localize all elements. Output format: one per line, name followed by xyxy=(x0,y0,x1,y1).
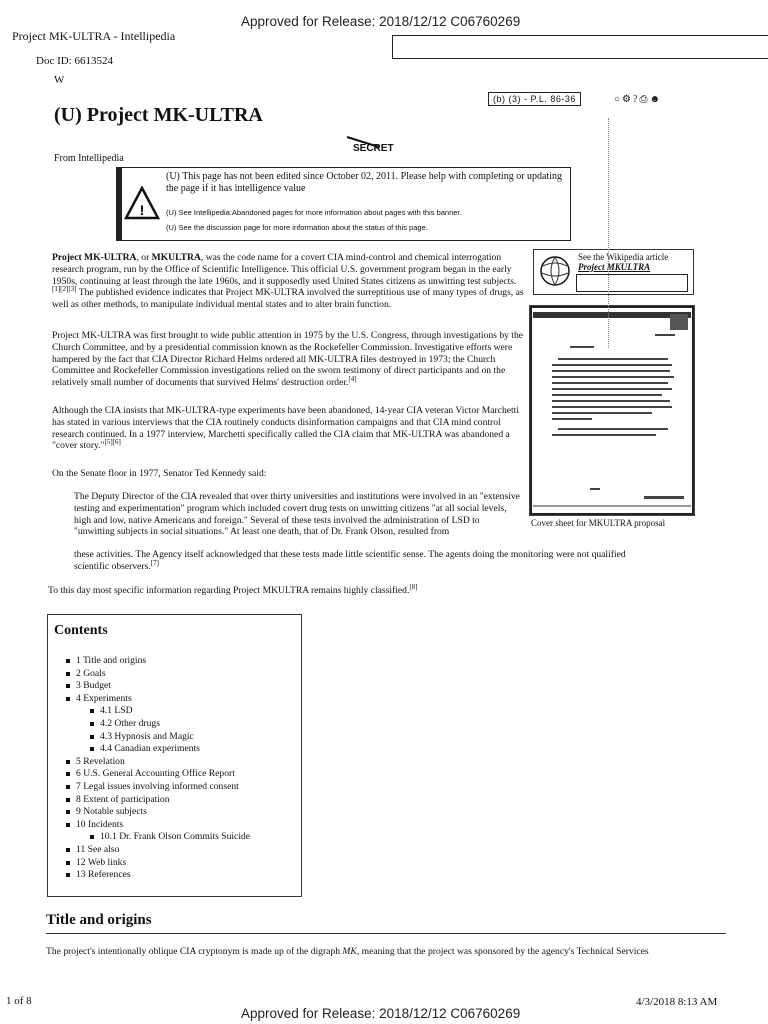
table-of-contents xyxy=(47,614,302,897)
toc-item[interactable]: 4 Experiments xyxy=(64,693,294,706)
doc-id: Doc ID: 6613524 xyxy=(36,55,113,67)
marchetti-paragraph xyxy=(52,405,524,452)
print-datetime: 4/3/2018 8:13 AM xyxy=(636,996,718,1008)
gear-icon: ⚙ xyxy=(622,94,634,105)
s1-text-c: , meaning that the project was sponsored by the agency's Technical Services xyxy=(356,946,649,957)
page-title: Project MK-ULTRA - Intellipedia xyxy=(12,29,176,43)
title-origins-paragraph xyxy=(46,946,746,958)
kennedy-intro xyxy=(52,468,524,480)
release-stamp-top: Approved for Release: 2018/12/12 C06760269 xyxy=(241,14,521,29)
toc-item[interactable]: 8 Extent of participation xyxy=(64,794,294,807)
wikipedia-box xyxy=(533,249,694,295)
kennedy-quote: The Deputy Director of the CIA revealed that over thirty universities and institutions were involved in an "extensive testing and experimentation" program which included covert drug tests on unwitting citizens "at all social levels, high and low, native Americans and foreign." Several of these tests involved the administration of LSD to "unwitting subjects in social situations." At least one death, that of Dr. Frank Olson, resulted from xyxy=(74,491,520,538)
p3-text: Although the CIA insists that MK-ULTRA-type experiments have been abandoned, 14-year CIA veteran Victor Marchetti has stated in various interviews that the CIA routinely conducts disinformation campaigns and that CIA mind control research continued. In a 1977 interview, Marchetti specifically called the CIA claim that MK-ULTRA was abandoned a "cover story." xyxy=(52,405,520,452)
wikibox-redaction xyxy=(576,274,688,292)
section-divider xyxy=(46,933,726,934)
contents-heading: Contents xyxy=(54,623,108,638)
intro-paragraph xyxy=(52,252,524,311)
toc-item[interactable]: 13 References xyxy=(64,869,294,882)
image-caption: Cover sheet for MKULTRA proposal xyxy=(531,518,666,528)
toolbar-icons xyxy=(614,94,662,105)
wikipedia-article-link[interactable]: Project MKULTRA xyxy=(578,262,651,272)
banner-discussion-link[interactable]: (U) See the discussion page for more information about the status of this page. xyxy=(166,223,428,232)
toc-item[interactable]: 3 Budget xyxy=(64,680,294,693)
toc-item[interactable]: 4.1 LSD xyxy=(88,705,294,718)
toc-item[interactable]: 4.3 Hypnosis and Magic xyxy=(88,731,294,744)
from-line: From Intellipedia xyxy=(54,153,124,164)
toc-item[interactable]: 4.2 Other drugs xyxy=(88,718,294,731)
svg-text:!: ! xyxy=(139,202,145,218)
toc-item[interactable]: 1 Title and origins xyxy=(64,655,294,668)
kennedy-quote-cont xyxy=(74,549,660,573)
toc-item[interactable]: 7 Legal issues involving informed consent xyxy=(64,781,294,794)
toc-item[interactable]: 10 Incidents xyxy=(64,819,294,832)
term-mkultra-alt: MKULTRA xyxy=(151,252,201,263)
p4-text: On the Senate floor in 1977, Senator Ted Kennedy said: xyxy=(52,468,267,479)
help-icon: ? xyxy=(633,94,640,105)
toc-item[interactable]: 2 Goals xyxy=(64,668,294,681)
print-icon: ⎙ xyxy=(639,94,650,105)
banner-abandoned-link[interactable]: (U) See Intellipedia:Abandoned pages for more information about pages with this banner. xyxy=(166,208,462,217)
banner-message: (U) This page has not been edited since October 02, 2011. Please help with completing or updating the page if it has intelligence value xyxy=(166,171,563,194)
mark-w: W xyxy=(54,74,65,86)
circle-icon: ○ xyxy=(614,94,623,105)
footnote-refs[interactable]: [8] xyxy=(409,583,418,591)
scan-trace xyxy=(608,118,610,348)
classified-note xyxy=(48,585,608,597)
footnote-refs[interactable]: [7] xyxy=(150,558,159,567)
s1-digraph: MK xyxy=(342,946,357,957)
footnote-refs[interactable]: [5][6] xyxy=(104,438,121,447)
footnote-refs[interactable]: [4] xyxy=(348,375,357,384)
toc-item[interactable]: 4.4 Canadian experiments xyxy=(88,743,294,756)
term-mkultra: Project MK-ULTRA xyxy=(52,252,137,263)
revelation-paragraph xyxy=(52,330,524,389)
cover-sheet-image[interactable] xyxy=(529,305,695,516)
user-icon: ☻ xyxy=(649,94,662,105)
quote-text: these activities. The Agency itself acknowledged that these tests made little scientific sense. The agents doing the monitoring were not qualified scientific observers. xyxy=(74,549,626,572)
p1-text-cont: The published evidence indicates that Project MK-ULTRA involved the surreptitious use of many types of drugs, as well as other methods, to manipulate individual mental states and to alter brain function. xyxy=(52,287,524,311)
exemption-code: (b) (3) - P.L. 86-36 xyxy=(488,92,581,106)
toc-item[interactable]: 10.1 Dr. Frank Olson Commits Suicide xyxy=(88,831,294,844)
wikipedia-globe-icon xyxy=(537,253,573,289)
p1-text: , was the code name for a covert CIA mind-control and chemical interrogation research program, run by the Office of Scientific Intelligence. This official U.S. government program began in the early 1950s, continuing at least through the late 1960s, and it supposedly used United States citizens as unwitting test subjects. xyxy=(52,252,517,287)
p5-text: To this day most specific information regarding Project MKULTRA remains highly classified. xyxy=(48,585,410,596)
toc-item[interactable]: 9 Notable subjects xyxy=(64,806,294,819)
document-scan xyxy=(530,306,694,515)
classification-strike xyxy=(345,135,385,149)
warning-icon xyxy=(124,186,160,220)
p2-text: Project MK-ULTRA was first brought to wide public attention in 1975 by the U.S. Congress, through investigations by the Church Committee, and by a presidential commission known as the Rockefeller Commission. Investigative efforts were hampered by the fact that CIA Director Richard Helms ordered all MK-ULTRA files destroyed in 1973; the Church Committee and Rockefeller Commission investigations relied on the sworn testimony of direct participants and on the relatively small number of documents that survived Helms' destruction order. xyxy=(52,330,524,389)
toc-item[interactable]: 12 Web links xyxy=(64,857,294,870)
p1-sep: , or xyxy=(136,252,152,263)
toc-item[interactable]: 5 Revelation xyxy=(64,756,294,769)
redaction-box xyxy=(392,35,768,59)
s1-text-a: The project's intentionally oblique CIA cryptonym is made up of the digraph xyxy=(46,946,343,957)
toc-list xyxy=(64,655,294,882)
toc-item[interactable]: 11 See also xyxy=(64,844,294,857)
footnote-refs[interactable]: [1][2][3] xyxy=(52,285,77,294)
abandoned-banner xyxy=(116,167,571,241)
wikipedia-box-text: See the Wikipedia article xyxy=(578,252,669,262)
article-title: (U) Project MK-ULTRA xyxy=(54,104,263,126)
classification-marking: SECRET xyxy=(353,143,394,154)
release-stamp-bottom: Approved for Release: 2018/12/12 C06760269 xyxy=(241,1006,521,1021)
page-number: 1 of 8 xyxy=(6,995,32,1007)
toc-item[interactable]: 6 U.S. General Accounting Office Report xyxy=(64,768,294,781)
section-heading-title-origins: Title and origins xyxy=(46,912,152,928)
